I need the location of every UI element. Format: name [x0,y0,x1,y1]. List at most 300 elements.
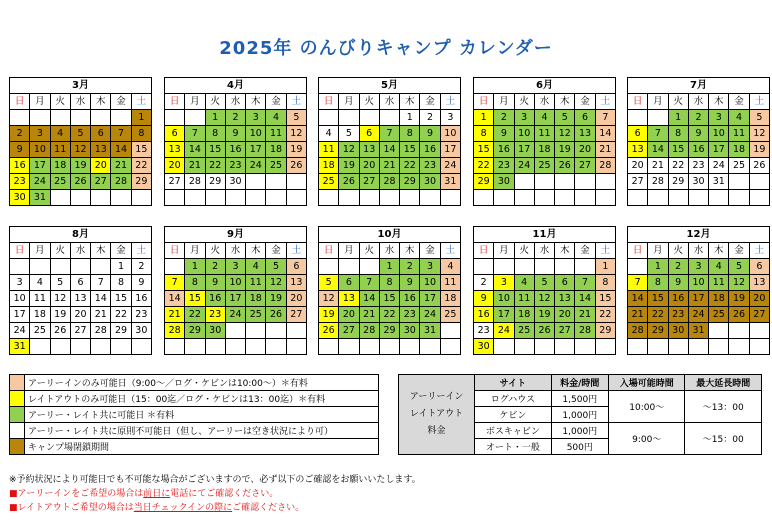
day-cell: 13 [70,291,90,307]
weekday-header: 水 [534,94,554,110]
weekday-header: 水 [70,243,90,259]
day-cell [50,339,70,355]
day-cell [185,110,205,126]
day-cell: 20 [575,142,595,158]
day-cell [420,190,440,206]
day-cell: 1 [474,110,494,126]
day-cell: 3 [246,110,266,126]
day-cell: 27 [359,174,379,190]
weekday-header: 日 [165,243,185,259]
day-cell: 25 [50,174,70,190]
weekday-header: 日 [165,94,185,110]
weekday-header: 日 [10,243,30,259]
day-cell: 11 [709,275,729,291]
day-cell: 22 [111,307,131,323]
day-cell: 13 [555,291,575,307]
day-cell: 19 [339,158,359,174]
day-cell: 4 [514,275,534,291]
day-cell: 15 [185,291,205,307]
day-cell: 30 [474,339,494,355]
day-cell [749,323,769,339]
legend-label: キャンプ場閉鎖期間 [25,439,379,455]
day-cell: 10 [709,126,729,142]
day-cell [420,339,440,355]
day-cell: 4 [30,275,50,291]
day-cell [10,259,30,275]
day-cell: 12 [266,275,286,291]
weekday-header: 木 [555,94,575,110]
day-cell: 11 [246,275,266,291]
day-cell [225,323,245,339]
day-cell: 26 [286,158,306,174]
day-cell: 14 [575,291,595,307]
day-cell [359,339,379,355]
day-cell [319,259,339,275]
day-cell: 24 [420,307,440,323]
day-cell: 30 [400,323,420,339]
day-cell [494,339,514,355]
weekday-header: 日 [628,243,648,259]
day-cell: 26 [729,307,749,323]
weekday-header: 土 [440,243,460,259]
day-cell: 19 [70,158,90,174]
day-cell: 22 [474,158,494,174]
day-cell: 25 [246,307,266,323]
day-cell [286,190,306,206]
day-cell: 24 [688,307,708,323]
day-cell: 20 [339,307,359,323]
day-cell [30,259,50,275]
day-cell: 8 [474,126,494,142]
day-cell: 17 [10,307,30,323]
day-cell: 18 [709,291,729,307]
day-cell: 15 [648,291,668,307]
day-cell: 2 [668,259,688,275]
day-cell: 1 [185,259,205,275]
price-entry-time: 10:00～ [609,391,685,423]
day-cell: 11 [514,291,534,307]
day-cell: 15 [205,142,225,158]
day-cell: 7 [359,275,379,291]
day-cell: 17 [420,291,440,307]
day-cell: 27 [91,174,111,190]
day-cell [165,190,185,206]
day-cell [50,110,70,126]
day-cell: 7 [379,126,399,142]
day-cell [400,339,420,355]
day-cell: 28 [628,323,648,339]
day-cell: 29 [648,323,668,339]
day-cell [575,259,595,275]
legend-swatch [10,439,25,455]
day-cell: 16 [225,142,245,158]
day-cell: 14 [185,142,205,158]
day-cell: 5 [50,275,70,291]
day-cell [266,174,286,190]
notes [9,473,421,515]
day-cell [266,339,286,355]
month-calendar [627,77,770,206]
day-cell: 4 [246,259,266,275]
weekday-header: 土 [595,243,615,259]
day-cell: 25 [319,174,339,190]
day-cell: 29 [205,174,225,190]
weekday-header: 火 [668,243,688,259]
day-cell: 6 [628,126,648,142]
weekday-header: 土 [749,243,769,259]
day-cell: 1 [400,110,420,126]
price-fee: 1,500円 [551,391,608,407]
day-cell: 2 [10,126,30,142]
day-cell: 2 [205,259,225,275]
weekday-header: 木 [400,94,420,110]
weekday-header: 土 [286,243,306,259]
day-cell: 13 [359,142,379,158]
day-cell: 27 [70,323,90,339]
day-cell: 9 [494,126,514,142]
weekday-header: 土 [131,243,151,259]
day-cell [668,339,688,355]
weekday-header: 土 [440,94,460,110]
day-cell: 22 [185,307,205,323]
legend-swatch [10,423,25,439]
day-cell: 23 [400,307,420,323]
day-cell [440,323,460,339]
day-cell: 28 [185,174,205,190]
day-cell: 7 [91,275,111,291]
day-cell: 14 [111,142,131,158]
weekday-header: 金 [111,94,131,110]
day-cell [668,190,688,206]
day-cell: 4 [266,110,286,126]
day-cell: 5 [534,275,554,291]
price-header-site: サイト [475,375,551,391]
day-cell [319,339,339,355]
day-cell: 23 [205,307,225,323]
day-cell: 7 [185,126,205,142]
day-cell: 28 [111,174,131,190]
day-cell: 29 [400,174,420,190]
day-cell [595,174,615,190]
day-cell: 19 [749,142,769,158]
day-cell: 8 [379,275,399,291]
day-cell: 15 [595,291,615,307]
day-cell: 14 [165,291,185,307]
day-cell: 27 [339,323,359,339]
day-cell: 11 [440,275,460,291]
day-cell [165,259,185,275]
day-cell: 1 [131,110,151,126]
day-cell: 21 [575,307,595,323]
day-cell: 21 [628,307,648,323]
day-cell: 10 [10,291,30,307]
day-cell [514,190,534,206]
day-cell: 23 [688,158,708,174]
day-cell: 18 [440,291,460,307]
day-cell: 5 [286,110,306,126]
day-cell [185,190,205,206]
weekday-header: 月 [339,94,359,110]
day-cell [50,259,70,275]
day-cell: 18 [319,158,339,174]
day-cell [339,339,359,355]
day-cell: 21 [165,307,185,323]
day-cell: 9 [474,291,494,307]
day-cell: 9 [688,126,708,142]
day-cell: 5 [749,110,769,126]
day-cell [628,110,648,126]
day-cell: 6 [91,126,111,142]
day-cell: 10 [494,291,514,307]
weekday-header: 火 [50,243,70,259]
day-cell [474,190,494,206]
day-cell: 24 [440,158,460,174]
weekday-header: 木 [246,243,266,259]
day-cell: 6 [749,259,769,275]
day-cell [379,110,399,126]
day-cell: 3 [30,126,50,142]
day-cell [339,190,359,206]
day-cell: 29 [668,174,688,190]
day-cell: 12 [729,275,749,291]
day-cell: 15 [111,291,131,307]
price-site: ケビン [475,407,551,423]
day-cell: 31 [440,174,460,190]
day-cell [688,190,708,206]
day-cell [628,339,648,355]
day-cell: 20 [70,307,90,323]
day-cell [91,190,111,206]
page-title: 2025年 のんびりキャンプ カレンダー [219,38,553,59]
day-cell [628,259,648,275]
day-cell: 22 [400,158,420,174]
day-cell: 28 [379,174,399,190]
day-cell: 10 [440,126,460,142]
day-cell: 23 [474,323,494,339]
day-cell [131,190,151,206]
legend-label: レイトアウトのみ可能日（15：00迄／ログ・ケビンは13：00迄）＊有料 [25,391,379,407]
day-cell [185,339,205,355]
day-cell: 27 [749,307,769,323]
weekday-header: 日 [319,94,339,110]
day-cell: 4 [319,126,339,142]
day-cell: 8 [668,126,688,142]
day-cell: 6 [286,259,306,275]
day-cell: 15 [131,142,151,158]
day-cell: 9 [131,275,151,291]
day-cell: 11 [729,126,749,142]
legend-label: アーリー・レイト共に可能日 ＊有料 [25,407,379,423]
day-cell: 31 [688,323,708,339]
day-cell: 1 [205,110,225,126]
day-cell: 7 [628,275,648,291]
day-cell [555,190,575,206]
day-cell [319,190,339,206]
day-cell [555,339,575,355]
weekday-header: 土 [749,94,769,110]
day-cell: 16 [10,158,30,174]
day-cell [131,339,151,355]
day-cell: 14 [91,291,111,307]
day-cell [494,259,514,275]
day-cell: 25 [534,158,554,174]
day-cell: 18 [534,142,554,158]
month-calendar [318,226,461,355]
day-cell [514,174,534,190]
day-cell [165,339,185,355]
day-cell: 30 [10,190,30,206]
day-cell: 19 [534,307,554,323]
day-cell: 19 [266,291,286,307]
day-cell: 21 [185,158,205,174]
day-cell: 27 [555,323,575,339]
day-cell: 5 [339,126,359,142]
legend-swatch [10,391,25,407]
day-cell: 3 [709,110,729,126]
day-cell: 28 [91,323,111,339]
day-cell: 2 [400,259,420,275]
day-cell [749,190,769,206]
day-cell: 11 [30,291,50,307]
day-cell: 29 [131,174,151,190]
weekday-header: 日 [319,243,339,259]
weekday-header: 日 [474,243,494,259]
day-cell [30,110,50,126]
day-cell [111,190,131,206]
day-cell: 12 [50,291,70,307]
weekday-header: 月 [30,94,50,110]
day-cell: 13 [628,142,648,158]
month-name: 5月 [319,78,461,94]
weekday-header: 火 [668,94,688,110]
day-cell: 3 [10,275,30,291]
weekday-header: 火 [205,94,225,110]
day-cell: 16 [668,291,688,307]
day-cell [474,259,494,275]
day-cell: 3 [688,259,708,275]
month-calendar [164,77,307,206]
day-cell: 16 [131,291,151,307]
day-cell: 25 [30,323,50,339]
day-cell: 3 [225,259,245,275]
legend-swatch [10,407,25,423]
price-header-entry: 入場可能時間 [609,375,685,391]
day-cell: 17 [688,291,708,307]
day-cell [514,259,534,275]
day-cell: 4 [729,110,749,126]
day-cell: 9 [668,275,688,291]
day-cell: 6 [575,110,595,126]
day-cell: 21 [91,307,111,323]
day-cell [595,339,615,355]
day-cell [91,259,111,275]
day-cell: 5 [555,110,575,126]
day-cell: 27 [575,158,595,174]
day-cell: 26 [50,323,70,339]
month-name: 3月 [10,78,152,94]
day-cell [534,190,554,206]
weekday-header: 金 [575,94,595,110]
day-cell: 16 [400,291,420,307]
weekday-header: 金 [111,243,131,259]
day-cell: 15 [379,291,399,307]
weekday-header: 月 [494,243,514,259]
weekday-header: 木 [555,243,575,259]
day-cell: 27 [165,174,185,190]
day-cell: 21 [379,158,399,174]
month-name: 10月 [319,227,461,243]
day-cell [359,259,379,275]
day-cell: 3 [514,110,534,126]
day-cell: 1 [595,259,615,275]
day-cell: 19 [729,291,749,307]
weekday-header: 日 [10,94,30,110]
day-cell: 3 [440,110,460,126]
day-cell: 12 [319,291,339,307]
day-cell: 2 [131,259,151,275]
day-cell: 8 [648,275,668,291]
price-header-fee: 料金/時間 [551,375,608,391]
day-cell [91,339,111,355]
weekday-header: 月 [648,94,668,110]
day-cell: 2 [688,110,708,126]
weekday-header: 火 [359,94,379,110]
day-cell: 4 [50,126,70,142]
day-cell: 23 [225,158,245,174]
day-cell [628,190,648,206]
day-cell [246,174,266,190]
day-cell: 22 [131,158,151,174]
day-cell [534,259,554,275]
day-cell [534,174,554,190]
day-cell: 31 [709,174,729,190]
day-cell: 14 [379,142,399,158]
day-cell: 20 [359,158,379,174]
day-cell: 10 [688,275,708,291]
day-cell [91,110,111,126]
month-name: 4月 [165,78,307,94]
day-cell: 20 [628,158,648,174]
day-cell: 10 [514,126,534,142]
day-cell: 12 [70,142,90,158]
day-cell [225,339,245,355]
note-line-3: ■レイトアウトご希望の場合は当日チェックインの際にご確認ください。 [9,503,305,513]
weekday-header: 金 [729,243,749,259]
day-cell [575,174,595,190]
weekday-header: 火 [50,94,70,110]
day-cell: 5 [319,275,339,291]
month-name: 8月 [10,227,152,243]
note-line-1: ※予約状況により可能日でも不可能な場合がございますので、必ず以下のご確認をお願いいたします。 [9,475,421,485]
day-cell: 30 [494,174,514,190]
weekday-header: 土 [131,94,151,110]
day-cell: 12 [286,126,306,142]
price-table [398,374,762,455]
day-cell [595,190,615,206]
day-cell: 14 [648,142,668,158]
day-cell: 9 [10,142,30,158]
day-cell: 22 [379,307,399,323]
day-cell: 30 [668,323,688,339]
day-cell: 4 [534,110,554,126]
day-cell [648,339,668,355]
day-cell: 6 [70,275,90,291]
day-cell: 7 [111,126,131,142]
month-calendar [164,226,307,355]
day-cell: 7 [595,110,615,126]
weekday-header: 月 [648,243,668,259]
day-cell [709,339,729,355]
